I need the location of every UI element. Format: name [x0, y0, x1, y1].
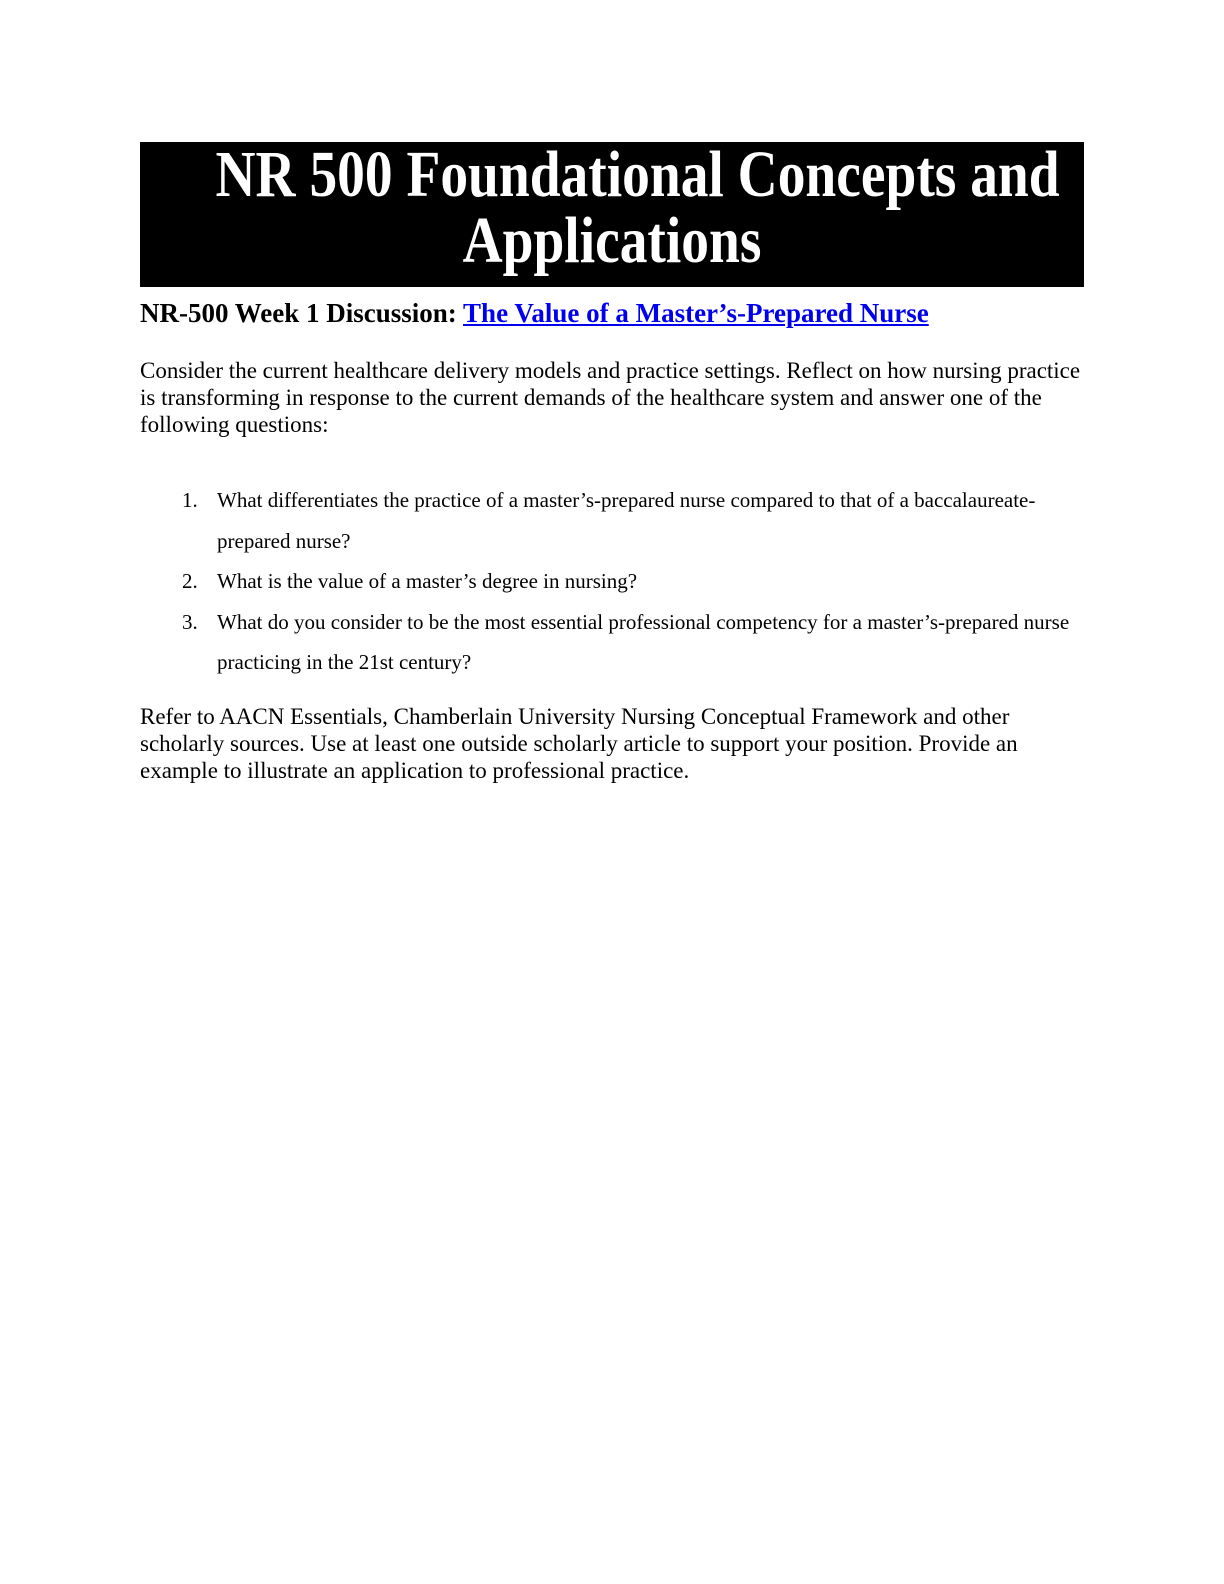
intro-paragraph: Consider the current healthcare delivery models and practice settings. Reflect on how nursing practice is transforming in response to the current demands of the healthcare system and answer one of the following questions:: [140, 358, 1081, 437]
question-text: What differentiates the practice of a master’s-prepared nurse compared to that of a baccalaureate-prepared nurse?: [217, 488, 1036, 553]
question-item-1: [182, 480, 1084, 561]
discussion-title-link[interactable]: The Value of a Master’s-Prepared Nurse: [463, 298, 929, 328]
question-item-2: [182, 561, 1084, 602]
question-text: What is the value of a master’s degree in nursing?: [217, 569, 638, 593]
discussion-heading-prefix: NR-500 Week 1 Discussion:: [140, 298, 464, 328]
question-number: 3.: [182, 609, 198, 634]
question-number: 2.: [182, 569, 198, 593]
question-number: 1.: [182, 488, 198, 512]
closing-paragraph: Refer to AACN Essentials, Chamberlain University Nursing Conceptual Framework and other scholarly sources. Use at least one outside scholarly article to support your position. Provide an example to illustrate an application to professional practice.: [140, 703, 1018, 783]
course-title-line2: Applications: [462, 204, 762, 277]
course-title-banner: [140, 142, 1084, 287]
question-item-3: [182, 602, 1084, 683]
question-text: What do you consider to be the most essential professional competency for a master’s-prepared nurse practicing in the 21st century?: [217, 609, 1070, 674]
questions-list: [140, 480, 1084, 683]
course-title-line1: NR 500 Foundational Concepts and: [215, 142, 1060, 211]
document-page: [140, 0, 1084, 784]
discussion-heading: [140, 298, 1084, 329]
